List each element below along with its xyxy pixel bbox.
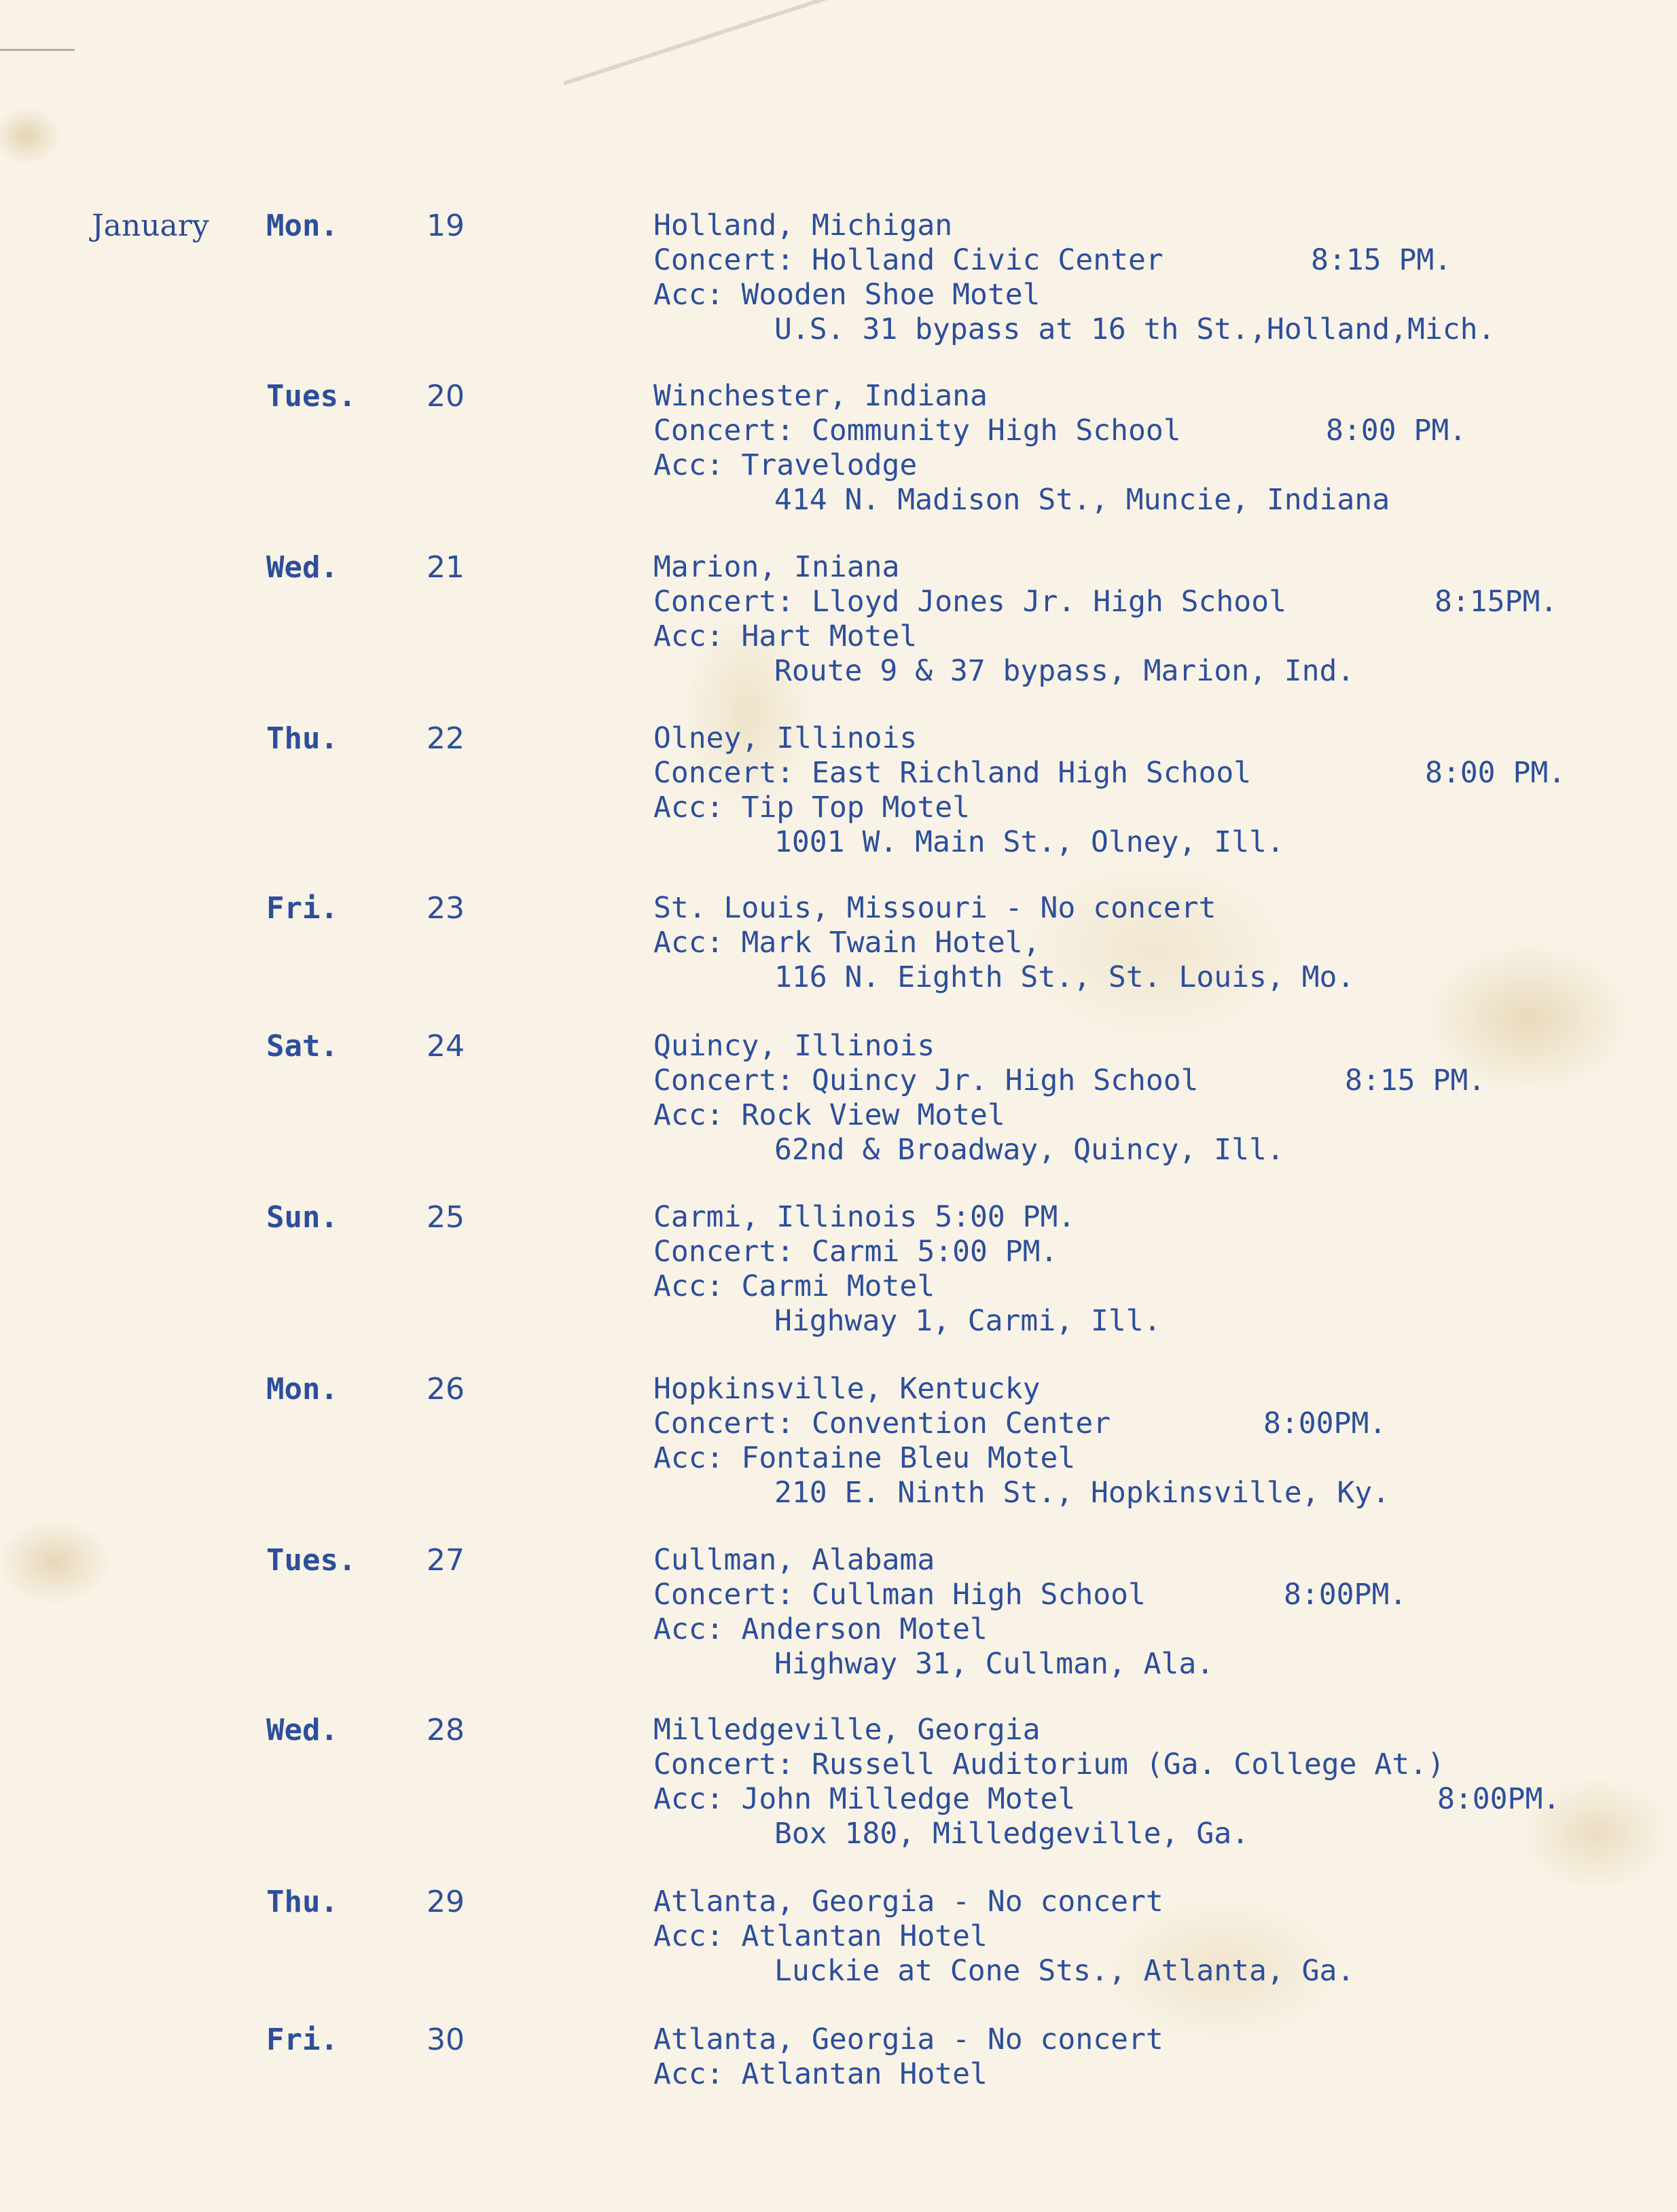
entry-line-text: St. Louis, Missouri - No concert bbox=[653, 891, 1216, 925]
entry-line bbox=[653, 825, 1284, 860]
entry-line-text: Cullman, Alabama bbox=[653, 1543, 935, 1577]
entry-line-text: Hopkinsville, Kentucky bbox=[653, 1372, 1041, 1406]
entry-line bbox=[653, 1200, 1161, 1235]
entry-line bbox=[653, 312, 1495, 347]
entry-line bbox=[653, 1304, 1161, 1339]
entry-line-text: Concert: Carmi 5:00 PM. bbox=[653, 1235, 1058, 1269]
entry-line-text: Carmi, Illinois 5:00 PM. bbox=[653, 1200, 1076, 1234]
entry-line bbox=[653, 791, 1284, 825]
entry-time: 8:00 PM. bbox=[1425, 756, 1566, 790]
entry-line-text: Acc: Atlantan Hotel bbox=[653, 2057, 988, 2091]
entry-day: Fri. bbox=[266, 891, 338, 926]
entry-line-text: Acc: Wooden Shoe Motel bbox=[653, 278, 1041, 312]
entry-line-text: Acc: Rock View Motel bbox=[653, 1098, 1005, 1132]
entry-line bbox=[653, 1919, 1354, 1954]
entry-time: 8:15 PM. bbox=[1345, 1064, 1486, 1098]
entry-line-text: Acc: Carmi Motel bbox=[653, 1269, 935, 1303]
entry-date: 20 bbox=[427, 379, 465, 414]
entry-line-text: 62nd & Broadway, Quincy, Ill. bbox=[774, 1133, 1284, 1167]
entry-details bbox=[653, 1885, 1354, 1989]
entry-line-text: Concert: Quincy Jr. High School bbox=[653, 1064, 1199, 1098]
entry-line-text: Route 9 & 37 bypass, Marion, Ind. bbox=[774, 654, 1355, 688]
entry-line bbox=[653, 1747, 1445, 1782]
entry-details bbox=[653, 1200, 1161, 1339]
entry-line-text: Marion, Iniana bbox=[653, 550, 900, 584]
entry-line-text: Concert: East Richland High School bbox=[653, 756, 1252, 790]
entry-line bbox=[653, 379, 1390, 414]
entry-line-text: Acc: Atlantan Hotel bbox=[653, 1919, 988, 1953]
entry-line-text: Concert: Holland Civic Center bbox=[653, 243, 1164, 277]
entry-line bbox=[653, 1098, 1284, 1133]
entry-details bbox=[653, 1029, 1486, 1167]
entry-line bbox=[653, 483, 1390, 518]
entry-line bbox=[653, 1713, 1445, 1747]
entry-line-text: Concert: Community High School bbox=[653, 414, 1181, 448]
entry-line-text: Concert: Russell Auditorium (Ga. College At.) bbox=[653, 1747, 1445, 1781]
entry-date: 21 bbox=[427, 550, 465, 585]
entry-day: Sat. bbox=[266, 1029, 338, 1064]
entry-date: 27 bbox=[427, 1543, 465, 1578]
entry-details bbox=[653, 379, 1467, 518]
entry-time: 8:00PM. bbox=[1437, 1782, 1561, 1816]
entry-date: 28 bbox=[427, 1713, 465, 1747]
entry-line-text: 116 N. Eighth St., St. Louis, Mo. bbox=[774, 960, 1355, 994]
entry-line-text: Quincy, Illinois bbox=[653, 1029, 935, 1063]
entry-line bbox=[653, 2023, 1164, 2057]
entry-line-text: Box 180, Milledgeville, Ga. bbox=[774, 1817, 1249, 1851]
entry-line-text: Acc: Hart Motel bbox=[653, 619, 918, 653]
entry-line-text: U.S. 31 bypass at 16 th St.,Holland,Mich. bbox=[774, 312, 1496, 346]
entry-details bbox=[653, 721, 1566, 860]
entry-day: Tues. bbox=[266, 1543, 357, 1578]
entry-line bbox=[653, 891, 1354, 926]
entry-day: Sun. bbox=[266, 1200, 338, 1235]
entry-day: Mon. bbox=[266, 1372, 338, 1407]
entry-line-text: Concert: Lloyd Jones Jr. High School bbox=[653, 585, 1286, 619]
entry-line bbox=[653, 1954, 1354, 1989]
entry-line bbox=[653, 654, 1354, 689]
entry-details bbox=[653, 1543, 1407, 1682]
entry-line bbox=[653, 1782, 1561, 1817]
entry-line bbox=[653, 1064, 1486, 1098]
entry-line bbox=[653, 1407, 1390, 1441]
entry-line bbox=[653, 278, 1495, 312]
entry-time: 8:00PM. bbox=[1263, 1407, 1387, 1440]
entry-line-text: 1001 W. Main St., Olney, Ill. bbox=[774, 825, 1284, 859]
entry-line-text: Acc: John Milledge Motel bbox=[653, 1782, 1076, 1816]
entry-line bbox=[653, 756, 1566, 791]
entry-line bbox=[653, 1476, 1390, 1510]
entry-line-text: 414 N. Madison St., Muncie, Indiana bbox=[774, 483, 1390, 517]
entry-day: Tues. bbox=[266, 379, 357, 414]
entry-line bbox=[653, 1578, 1407, 1612]
month-label: January bbox=[92, 208, 209, 243]
entry-day: Thu. bbox=[266, 1885, 338, 1919]
entry-details bbox=[653, 2023, 1164, 2092]
entry-line bbox=[653, 1612, 1214, 1647]
entry-line-text: Acc: Tip Top Motel bbox=[653, 791, 970, 824]
entry-line-text: Highway 31, Cullman, Ala. bbox=[774, 1647, 1214, 1681]
entry-line bbox=[653, 1269, 1161, 1304]
entry-line bbox=[653, 585, 1558, 619]
entry-line-text: Acc: Anderson Motel bbox=[653, 1612, 988, 1646]
entry-date: 22 bbox=[427, 721, 465, 756]
entry-line bbox=[653, 721, 1284, 756]
entry-details bbox=[653, 1713, 1561, 1851]
entry-details bbox=[653, 208, 1495, 347]
entry-date: 30 bbox=[427, 2023, 465, 2057]
entry-line bbox=[653, 2057, 1164, 2092]
entry-day: Wed. bbox=[266, 1713, 338, 1747]
entry-details bbox=[653, 891, 1354, 995]
entry-time: 8:15PM. bbox=[1435, 585, 1558, 619]
entry-line-text: Olney, Illinois bbox=[653, 721, 918, 755]
entry-day: Wed. bbox=[266, 550, 338, 585]
entry-line-text: Atlanta, Georgia - No concert bbox=[653, 2023, 1164, 2056]
entry-line bbox=[653, 550, 1354, 585]
entry-day: Mon. bbox=[266, 208, 338, 243]
entry-line bbox=[653, 926, 1354, 960]
entry-line bbox=[653, 1133, 1284, 1167]
entry-date: 29 bbox=[427, 1885, 465, 1919]
entry-date: 26 bbox=[427, 1372, 465, 1407]
entry-line bbox=[653, 1647, 1214, 1682]
entry-time: 8:00 PM. bbox=[1326, 414, 1467, 448]
entry-line-text: Acc: Mark Twain Hotel, bbox=[653, 926, 1041, 960]
entry-details bbox=[653, 550, 1558, 689]
entry-line bbox=[653, 448, 1390, 483]
entry-line bbox=[653, 208, 1495, 243]
entry-line-text: Acc: Fontaine Bleu Motel bbox=[653, 1441, 1076, 1475]
entry-date: 19 bbox=[427, 208, 465, 243]
entry-line bbox=[653, 1029, 1284, 1064]
entry-date: 24 bbox=[427, 1029, 465, 1064]
entry-line-text: Concert: Convention Center bbox=[653, 1407, 1111, 1440]
entry-line-text: Highway 1, Carmi, Ill. bbox=[774, 1304, 1161, 1338]
entry-line-text: Atlanta, Georgia - No concert bbox=[653, 1885, 1164, 1919]
entry-line-text: Acc: Travelodge bbox=[653, 448, 918, 482]
entry-line bbox=[653, 1543, 1214, 1578]
entry-line-text: Luckie at Cone Sts., Atlanta, Ga. bbox=[774, 1954, 1355, 1988]
entry-line bbox=[653, 960, 1354, 995]
entry-line-text: Concert: Cullman High School bbox=[653, 1578, 1146, 1612]
entry-line-text: Milledgeville, Georgia bbox=[653, 1713, 1041, 1747]
entry-line bbox=[653, 1235, 1161, 1269]
entry-date: 23 bbox=[427, 891, 465, 926]
entry-line bbox=[653, 1372, 1390, 1407]
entry-day: Fri. bbox=[266, 2023, 338, 2057]
entry-time: 8:00PM. bbox=[1284, 1578, 1407, 1612]
entry-line bbox=[653, 1817, 1445, 1851]
entry-line bbox=[653, 1885, 1354, 1919]
entry-line bbox=[653, 243, 1495, 278]
entry-day: Thu. bbox=[266, 721, 338, 756]
entry-line-text: 210 E. Ninth St., Hopkinsville, Ky. bbox=[774, 1476, 1390, 1510]
entry-line-text: Holland, Michigan bbox=[653, 208, 953, 242]
entry-line-text: Winchester, Indiana bbox=[653, 379, 988, 413]
entry-date: 25 bbox=[427, 1200, 465, 1235]
entry-line bbox=[653, 1441, 1390, 1476]
entry-line bbox=[653, 414, 1467, 448]
entry-line bbox=[653, 619, 1354, 654]
entry-details bbox=[653, 1372, 1390, 1510]
entry-time: 8:15 PM. bbox=[1311, 243, 1452, 277]
